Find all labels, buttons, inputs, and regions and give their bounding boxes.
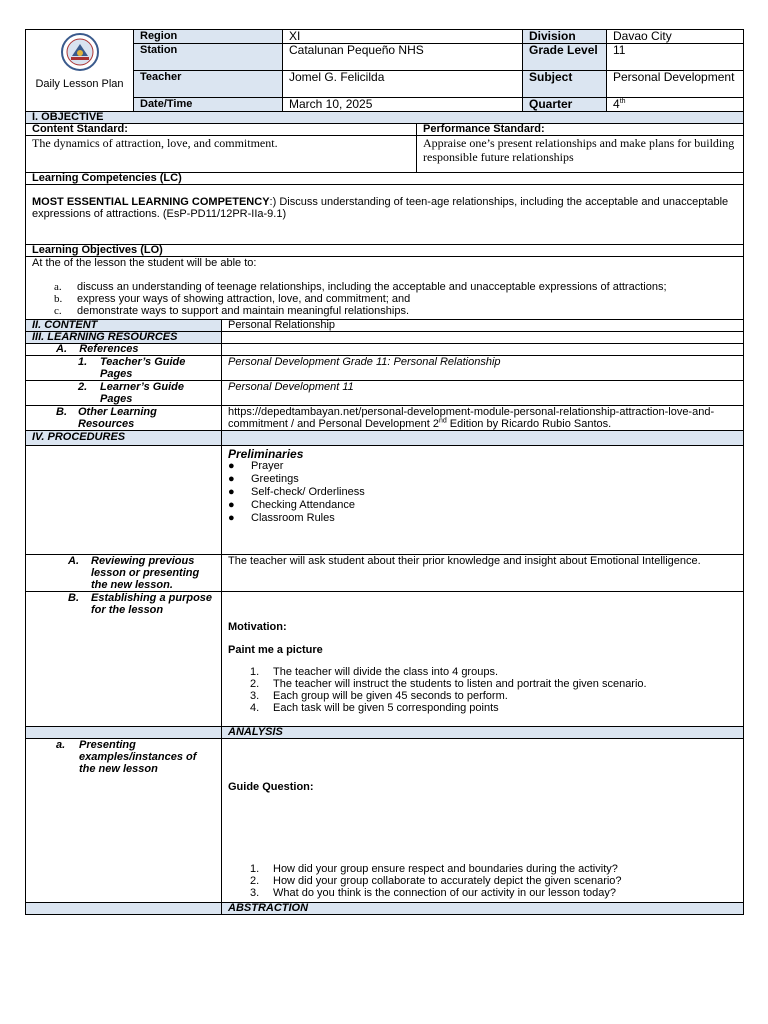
content-heading: II. CONTENT (26, 320, 222, 332)
list-item: 1. How did your group ensure respect and boundaries during the activity? (250, 863, 618, 875)
purpose-label: B. Establishing a purpose for the lesson (26, 592, 222, 727)
list-item: 4. Each task will be given 5 corresponding points (250, 702, 499, 714)
lo-list (32, 281, 737, 317)
content-standard-text: The dynamics of attraction, love, and commitment. (26, 136, 417, 173)
preliminaries-title: Preliminaries (228, 447, 304, 461)
division-value: Davao City (607, 30, 744, 44)
guide-label: Guide Question: (228, 781, 314, 793)
content-value: Personal Relationship (222, 320, 744, 332)
list-item: ● Prayer (228, 460, 284, 472)
lg-value: Personal Development 11 (222, 381, 744, 406)
resources-heading: III. LEARNING RESOURCES (26, 332, 222, 344)
presenting-label: a. Presenting examples/instances of the new lesson (26, 739, 222, 903)
guide-cell (222, 739, 744, 903)
list-item: b. express your ways of showing attraction, love, and commitment; and (54, 293, 411, 305)
lo-cell (26, 257, 744, 320)
list-item: ● Greetings (228, 473, 299, 485)
lc-heading: Learning Competencies (LC) (26, 173, 744, 185)
quarter-value: 4th (607, 98, 744, 112)
list-item: 2. The teacher will instruct the students to listen and portrait the given scenario. (250, 678, 647, 690)
list-item: ● Checking Attendance (228, 499, 355, 511)
date-value: March 10, 2025 (283, 98, 523, 112)
motivation-list (228, 666, 737, 714)
list-item: ● Classroom Rules (228, 512, 335, 524)
preliminaries-cell (222, 446, 744, 555)
other-resources-label: B. Other Learning Resources (26, 406, 222, 431)
logo-cell (26, 30, 134, 112)
list-item: 2. How did your group collaborate to accurately depict the given scenario? (250, 875, 622, 887)
melc-body: :) Discuss understanding of teen-age relationships, including the acceptable and unacceptable expressions of attractions. (EsP-PD11/12PR-IIa-9.1) (32, 196, 729, 220)
list-item: c. demonstrate ways to support and maintain meaningful relationships. (54, 305, 410, 317)
teacher-label: Teacher (134, 71, 283, 98)
tg-label: 1. Teacher’s Guide Pages (26, 356, 222, 381)
doc-title: Daily Lesson Plan (35, 78, 124, 90)
region-value: XI (283, 30, 523, 44)
procedures-heading: IV. PROCEDURES (26, 431, 222, 446)
performance-standard-label: Performance Standard: (417, 124, 744, 136)
list-item: 3. Each group will be given 45 seconds to perform. (250, 690, 508, 702)
station-label: Station (134, 44, 283, 71)
region-label: Region (134, 30, 283, 44)
preliminaries-list (228, 460, 737, 525)
motivation-cell (222, 592, 744, 727)
motivation-label: Motivation: (228, 621, 287, 633)
list-item: ● Self-check/ Orderliness (228, 486, 365, 498)
content-standard-label: Content Standard: (26, 124, 417, 136)
lg-label: 2. Learner’s Guide Pages (26, 381, 222, 406)
quarter-label: Quarter (523, 98, 607, 112)
date-label: Date/Time (134, 98, 283, 112)
melc-label: MOST ESSENTIAL LEARNING COMPETENCY (32, 196, 270, 208)
performance-standard-text: Appraise one’s present relationships and make plans for building responsible future relationships (417, 136, 744, 173)
melc-text (26, 185, 744, 245)
list-item: 3. What do you think is the connection of our activity in our lesson today? (250, 887, 617, 899)
activity-title: Paint me a picture (228, 644, 323, 656)
list-item: a. discuss an understanding of teenage relationships, including the acceptable and unacceptable expressions of attractions; (54, 281, 667, 293)
abstraction-heading: ABSTRACTION (222, 903, 744, 915)
division-label: Division (523, 30, 607, 44)
guide-list (228, 863, 737, 899)
procedures-table (25, 319, 744, 915)
deped-seal-icon (57, 32, 103, 72)
grade-value: 11 (607, 44, 744, 71)
reviewing-text: The teacher will ask student about their prior knowledge and insight about Emotional Intelligence. (222, 555, 744, 592)
station-value: Catalunan Pequeño NHS (283, 44, 523, 71)
lo-heading: Learning Objectives (LO) (26, 245, 744, 257)
grade-label: Grade Level (523, 44, 607, 71)
subject-label: Subject (523, 71, 607, 98)
other-resources-value: https://depedtambayan.net/personal-development-module-personal-relationship-attraction-love-and-commitment / and Personal Development 2nd Edition by Ricardo Rubio Santos. (222, 406, 744, 431)
reviewing-label: A. Reviewing previous lesson or presenting the new lesson. (26, 555, 222, 592)
subject-value: Personal Development (607, 71, 744, 98)
lesson-plan-page (25, 29, 743, 915)
analysis-heading: ANALYSIS (222, 727, 744, 739)
teacher-value: Jomel G. Felicilda (283, 71, 523, 98)
lo-intro: At the of the lesson the student will be able to: (32, 257, 257, 269)
objective-heading: I. OBJECTIVE (26, 112, 744, 124)
references-label: A. References (26, 344, 222, 356)
header-table (25, 29, 744, 112)
list-item: 1. The teacher will divide the class into 4 groups. (250, 666, 499, 678)
tg-value: Personal Development Grade 11: Personal Relationship (222, 356, 744, 381)
objective-table (25, 111, 744, 320)
